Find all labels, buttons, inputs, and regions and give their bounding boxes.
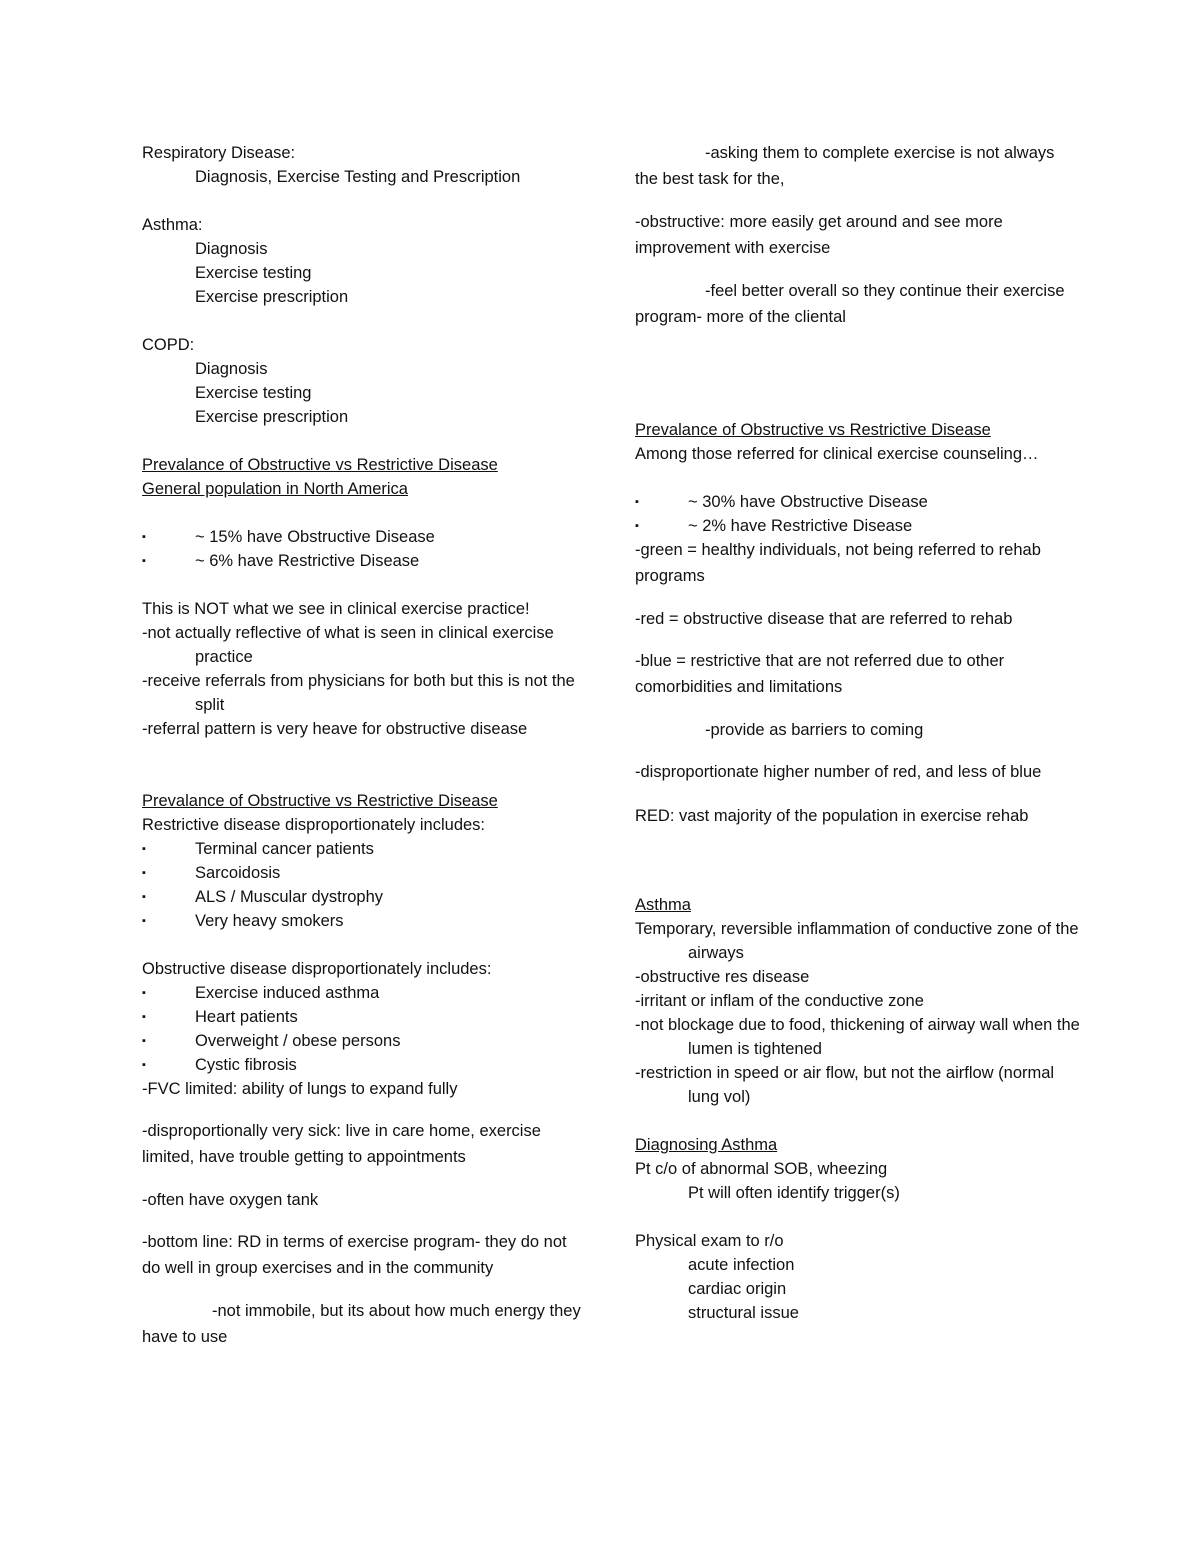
section-heading: Prevalance of Obstructive vs Restrictive Disease [142,456,498,474]
asthma-definition: Temporary, reversible inflammation of conductive zone of the airways [635,920,1079,962]
outline-item: Exercise testing [195,384,312,402]
list-item: ▪ Overweight / obese persons [142,1029,582,1053]
note: -provide as barriers to coming [705,721,924,739]
list-item: ▪ ~ 30% have Obstructive Disease [635,490,1080,514]
note: -not blockage due to food, thickening of airway wall when the lumen is tightened [635,1016,1080,1058]
note: -blue = restrictive that are not referred due to other comorbidities and limitations [635,652,1005,696]
note: -red = obstructive disease that are referred to rehab [635,610,1013,628]
bullet-icon: ▪ [142,987,146,999]
note: -disproportionally very sick: live in care home, exercise limited, have trouble getting to appointments [142,1122,541,1166]
exam-heading: Physical exam to r/o [635,1232,784,1250]
bullet-icon: ▪ [142,843,146,855]
note: -obstructive: more easily get around and see more improvement with exercise [635,213,1003,257]
doc-subtitle: Diagnosis, Exercise Testing and Prescription [195,168,521,186]
list-item: ▪ Very heavy smokers [142,909,582,933]
obstructive-intro: Obstructive disease disproportionately includes: [142,960,492,978]
exam-item: acute infection [688,1256,795,1274]
list-item: ▪ Exercise induced asthma [142,981,582,1005]
outline-item: Diagnosis [195,360,268,378]
bullet-icon: ▪ [142,891,146,903]
list-item: ▪ Terminal cancer patients [142,837,582,861]
diag-line: Pt will often identify trigger(s) [688,1184,900,1202]
left-column [142,141,582,1350]
prev3-intro: Among those referred for clinical exercise counseling… [635,445,1039,463]
note: -receive referrals from physicians for both but this is not the split [142,672,575,714]
doc-title: Respiratory Disease: [142,144,296,162]
section-subheading: General population in North America [142,480,408,498]
outline-item: Exercise testing [195,264,312,282]
clinical-note: This is NOT what we see in clinical exercise practice! [142,600,530,618]
diagnosing-heading: Diagnosing Asthma [635,1136,778,1154]
outline-item: Exercise prescription [195,288,349,306]
note: -asking them to complete exercise is not always the best task for the, [635,144,1055,188]
bullet-icon: ▪ [142,1011,146,1023]
note: -restriction in speed or air flow, but not the airflow (normal lung vol) [635,1064,1055,1106]
outline-item: Diagnosis [195,240,268,258]
note: -bottom line: RD in terms of exercise program- they do not do well in group exercises and in the community [142,1233,567,1277]
note: -disproportionate higher number of red, and less of blue [635,763,1042,781]
note: -referral pattern is very heave for obstructive disease [142,720,528,738]
section-heading: Prevalance of Obstructive vs Restrictive Disease [142,792,498,810]
bullet-icon: ▪ [142,531,146,543]
outline-item: Exercise prescription [195,408,349,426]
note: -obstructive res disease [635,968,810,986]
asthma-heading: Asthma [635,896,691,914]
list-item: ▪ ~ 2% have Restrictive Disease [635,514,1080,538]
note: -feel better overall so they continue their exercise program- more of the cliental [635,282,1065,326]
note: -not immobile, but its about how much energy they have to use [142,1302,581,1346]
note: -not actually reflective of what is seen in clinical exercise practice [142,624,554,666]
note: -irritant or inflam of the conductive zone [635,992,924,1010]
list-item: ▪ Heart patients [142,1005,582,1029]
list-item: ▪ ALS / Muscular dystrophy [142,885,582,909]
section-heading: Prevalance of Obstructive vs Restrictive Disease [635,421,991,439]
bullet-icon: ▪ [635,520,639,532]
list-item: ▪ ~ 15% have Obstructive Disease [142,525,582,549]
exam-item: cardiac origin [688,1280,787,1298]
note: -green = healthy individuals, not being referred to rehab programs [635,541,1041,585]
restrictive-intro: Restrictive disease disproportionately includes: [142,816,486,834]
bullet-icon: ▪ [142,915,146,927]
list-item: ▪ ~ 6% have Restrictive Disease [142,549,582,573]
note: -FVC limited: ability of lungs to expand fully [142,1080,458,1098]
bullet-icon: ▪ [635,496,639,508]
bullet-icon: ▪ [142,1035,146,1047]
exam-item: structural issue [688,1304,799,1322]
note: RED: vast majority of the population in exercise rehab [635,806,1029,825]
bullet-icon: ▪ [142,1059,146,1071]
diag-line: Pt c/o of abnormal SOB, wheezing [635,1160,888,1178]
right-column [635,141,1080,1325]
bullet-icon: ▪ [142,555,146,567]
asthma-outline-heading: Asthma: [142,216,203,234]
list-item: ▪ Cystic fibrosis [142,1053,582,1077]
note: -often have oxygen tank [142,1191,319,1209]
list-item: ▪ Sarcoidosis [142,861,582,885]
bullet-icon: ▪ [142,867,146,879]
copd-outline-heading: COPD: [142,336,195,354]
